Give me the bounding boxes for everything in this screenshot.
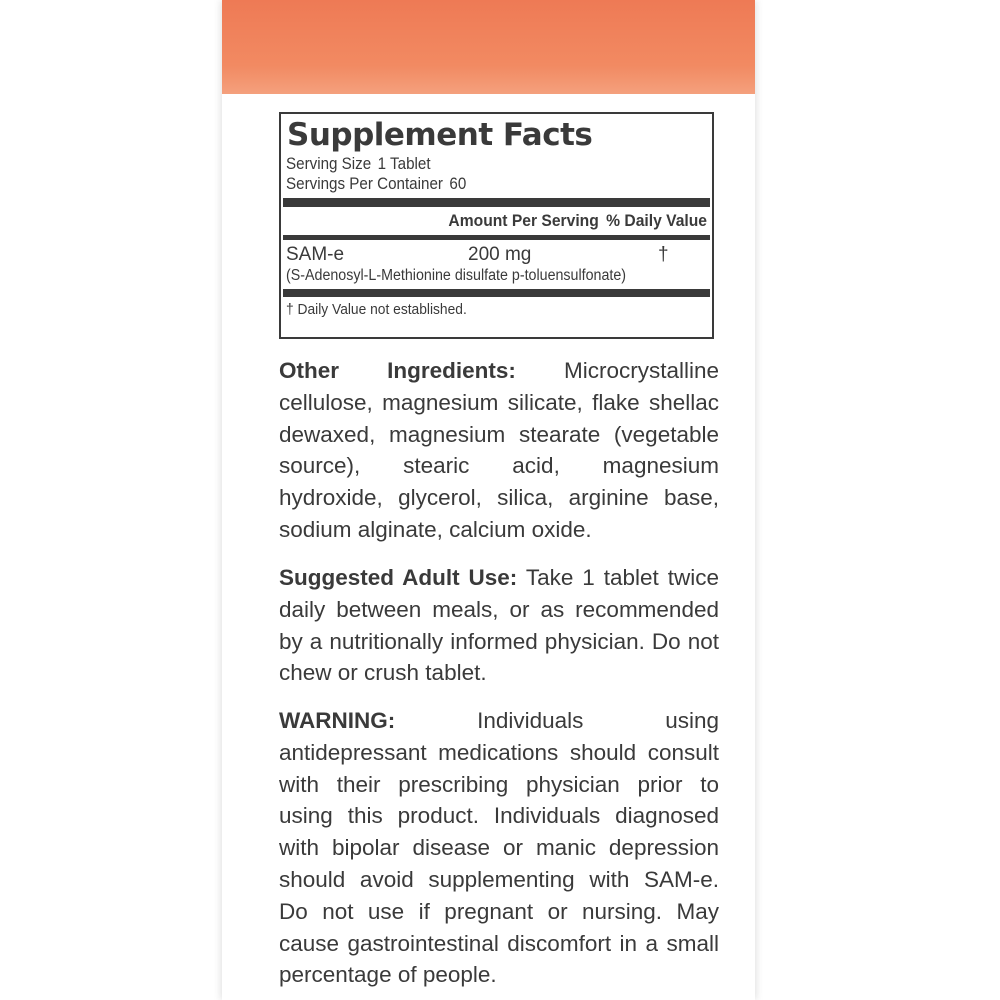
serving-size-label: Serving Size xyxy=(286,155,372,173)
other-ingredients xyxy=(279,355,719,546)
serving-size-value: 1 Tablet xyxy=(377,155,431,173)
thick-divider xyxy=(283,198,710,207)
supplement-facts-panel xyxy=(279,112,714,339)
daily-value-header: % Daily Value xyxy=(606,211,707,230)
other-ingredients-text: Microcrystalline cellulose, magnesium silicate, flake shellac dewaxed, magnesium stearate (vegetable source), stearic acid, magnesium hydroxide, glycerol, silica, arginine base, sodium alginate, calcium oxide. xyxy=(279,358,719,542)
servings-label: Servings Per Container xyxy=(286,175,443,193)
ingredient-row xyxy=(286,242,707,266)
facts-title: Supplement Facts xyxy=(287,117,593,153)
suggested-use-heading: Suggested Adult Use: xyxy=(279,565,518,590)
warning-text: Individuals using antidepressant medications should consult with their prescribing physician prior to using this product. Individuals diagnosed with bipolar disease or manic depression should avoid supplementing with SAM-e. Do not use if pregnant or nursing. May cause gastrointestinal discomfort in a small percentage of people. xyxy=(279,708,719,988)
ingredient-dv: † xyxy=(658,244,669,265)
product-label xyxy=(222,0,755,1000)
column-header xyxy=(320,207,707,235)
other-ingredients-heading: Other Ingredients: xyxy=(279,358,516,383)
suggested-use-text: Take 1 tablet twice daily between meals, or as recommended by a nutritionally informed physician. Do not chew or crush tablet. xyxy=(279,565,719,686)
servings-per-container xyxy=(286,174,673,194)
suggested-use xyxy=(279,562,719,689)
ingredient-detail: (S-Adenosyl-L-Methionine disulfate p-toluensulfonate) xyxy=(286,267,627,284)
servings-value: 60 xyxy=(449,175,467,193)
amount-per-serving-header: Amount Per Serving xyxy=(448,211,599,230)
ingredient-name: SAM-e xyxy=(286,244,345,265)
ingredient-amount: 200 mg xyxy=(468,244,532,265)
bottom-thick-divider xyxy=(283,289,710,297)
warning xyxy=(279,705,719,991)
orange-header-band xyxy=(222,0,755,94)
warning-heading: WARNING: xyxy=(279,708,396,733)
medium-divider xyxy=(283,235,710,240)
dv-footnote: † Daily Value not established. xyxy=(286,301,467,318)
serving-size xyxy=(286,154,673,174)
